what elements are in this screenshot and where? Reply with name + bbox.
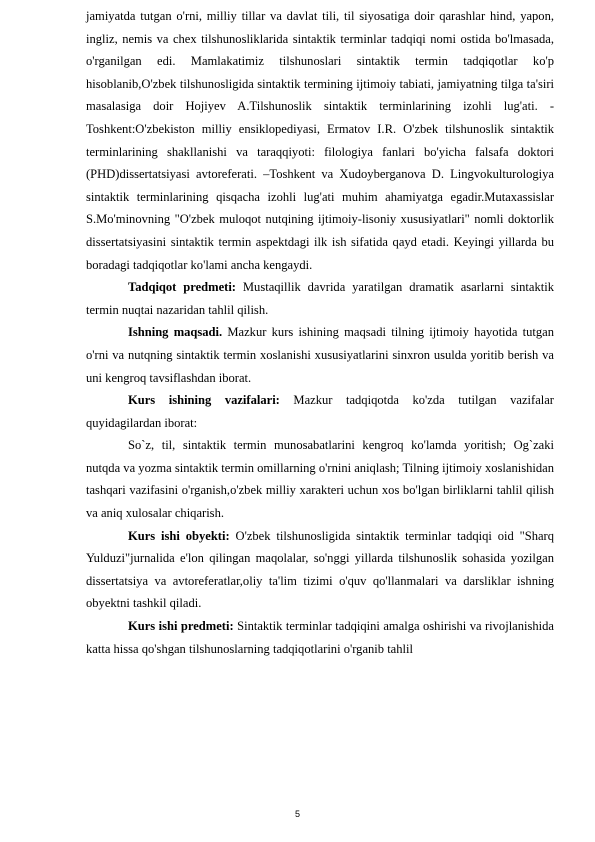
paragraph-goal [86,321,554,389]
paragraph-task-list: So`z, til, sintaktik termin munosabatlarini kengroq ko'lamda yoritish; Og`zaki nutqda va yozma sintaktik termin omillarning o'rnini aniqlash; Tilning ijtimoiy xoslanishidan tashqari vazifasini o'rganish,o'zbek milliy xarakteri uchun xos bo'lgan birliklarni tahlil qilish va aniq xulosalar chiqarish. [86,438,554,521]
paragraph-subject [86,615,554,660]
tasks-text: Mazkur tadqiqotda ko'zda tutilgan vazifalar quyidagilardan iborat: [86,393,554,430]
goal-text: Mazkur kurs ishining maqsadi tilning ijtimoiy hayotida tutgan o'rni va nutqning sintaktik termin xoslanishi xususiyatlarini sinxron usulda yoritib berish va uni kengroq tavsiflashdan iborat. [86,325,554,385]
subject-label: Kurs ishi predmeti: [128,619,234,634]
subject-text: Sintaktik terminlar tadqiqini amalga oshirishi va rivojlanishida katta hissa qo'shgan tilshunoslarning tadqiqotlarini o'rganib tahlil [86,619,554,656]
research-subject-label: Tadqiqot predmeti: [128,280,236,295]
research-subject-text: Mustaqillik davrida yaratilgan dramatik asarlarni sintaktik termin nuqtai nazaridan tahlil qilish. [86,280,555,317]
paragraph-research-subject [86,276,554,321]
object-label: Kurs ishi obyekti: [128,528,230,543]
paragraph-tasks [86,389,554,434]
object-text: O'zbek tilshunosligida sintaktik terminlar tadqiqi oid "Sharq Yulduzi"jurnalida e'lon qilingan maqolalar, so'nggi yillarda tilshunoslik sohasida yozilgan dissertatsiya va avtoreferatlar,oliy ta'lim tizimi o'quv qo'llanmalari va darsliklar ishning obyektni tashkil qiladi. [86,528,555,611]
goal-label: Ishning maqsadi. [128,325,223,340]
paragraph-object [86,525,554,615]
page-number: 5 [294,809,300,819]
document-body [86,5,554,660]
tasks-label: Kurs ishining vazifalari: [128,393,280,408]
paragraph-intro: jamiyatda tutgan o'rni, milliy tillar va davlat tili, til siyosatiga doir qarashlar hind, yapon, ingliz, nemis va chex tilshunosliklarida sintaktik terminlar tadqiqi nomi ostida bo'lmasada, o'rganilgan edi. Mamlakatimiz tilshunoslari sintaktik termin tadqiqotlar ko'p hisoblanib,O'zbek tilshunosligida sintaktik termining ijtimoiy tabiati, jamiyatning tilga ta'siri masalasiga doir Hojiyev A.Tilshunoslik sintaktik terminlarining izohli lug'ati. - Toshkent:O'zbekiston milliy ensiklopediyasi, Ermatov I.R. O'zbek tilshunoslik sintaktik terminlarining shakllanishi va taraqqiyoti: filologiya fanlari bo'yicha falsafa doktori (PHD)dissertatsiyasi avtoreferati. –Toshkent va Xudoyberganova D. Lingvokulturologiya sintaktik terminlarining qisqacha izohli lug'ati muhim ahamiyatga egadir.Mutaxassislar S.Mo'minovning "O'zbek muloqot nutqining ijtimoiy-lisoniy xususiyatlari" nomli doktorlik dissertatsiyasini sintaktik termin aspektdagi ilk ish sifatida qayd etadi. Keyingi yillarda bu boradagi tadqiqotlar ko'lami ancha kengaydi. [86,9,554,272]
